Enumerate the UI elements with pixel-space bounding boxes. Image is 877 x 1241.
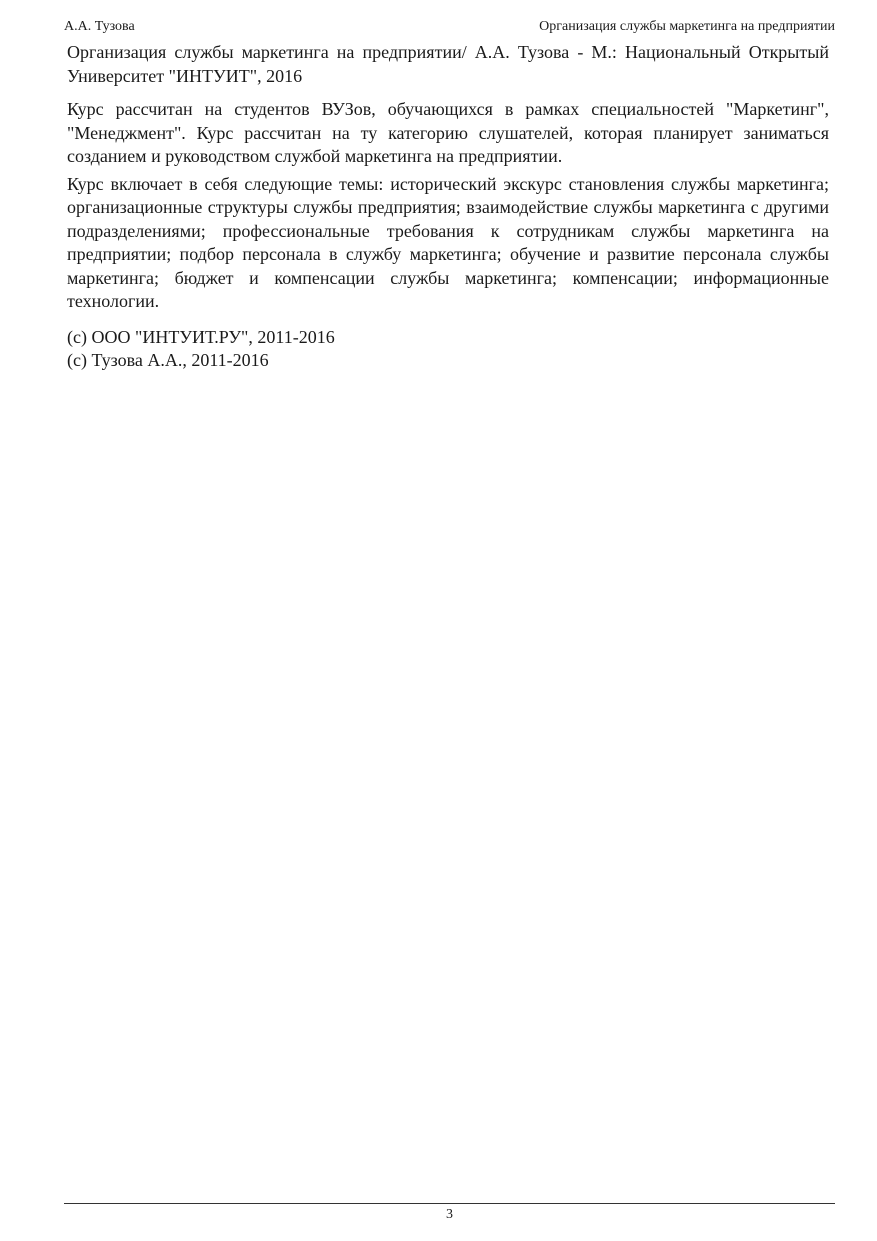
copyright-line: (c) ООО "ИНТУИТ.РУ", 2011-2016 xyxy=(67,326,335,347)
copyright-line: (c) Тузова А.А., 2011-2016 xyxy=(67,350,269,370)
page-content xyxy=(67,41,829,373)
course-description xyxy=(67,98,829,314)
footer-divider xyxy=(64,1203,835,1204)
page-header xyxy=(64,17,835,37)
header-running-title: Организация службы маркетинга на предприятии xyxy=(539,19,835,34)
header-author: А.А. Тузова xyxy=(64,19,135,34)
page-number: 3 xyxy=(446,1207,453,1222)
copyright-block xyxy=(67,326,829,373)
description-paragraph: Курс включает в себя следующие темы: исторический экскурс становления службы маркетинга; организационные структуры службы предприятия; взаимодействие службы маркетинга с другими подразделениями; профессиональные требования к сотрудникам службы маркетинга на предприятии; подбор персонала в службу маркетинга; обучение и развитие персонала службы маркетинга; бюджет и компенсации службы маркетинга; компенсации; информационные технологии. xyxy=(67,173,829,311)
description-paragraph: Курс рассчитан на студентов ВУЗов, обучающихся в рамках специальностей "Маркетинг", "Менеджмент". Курс рассчитан на ту категорию слушателей, которая планирует заниматься созданием и руководством службой маркетинга на предприятии. xyxy=(67,99,829,166)
bibliographic-citation: Организация службы маркетинга на предприятии/ А.А. Тузова - М.: Национальный Открытый Университет "ИНТУИТ", 2016 xyxy=(67,42,829,86)
